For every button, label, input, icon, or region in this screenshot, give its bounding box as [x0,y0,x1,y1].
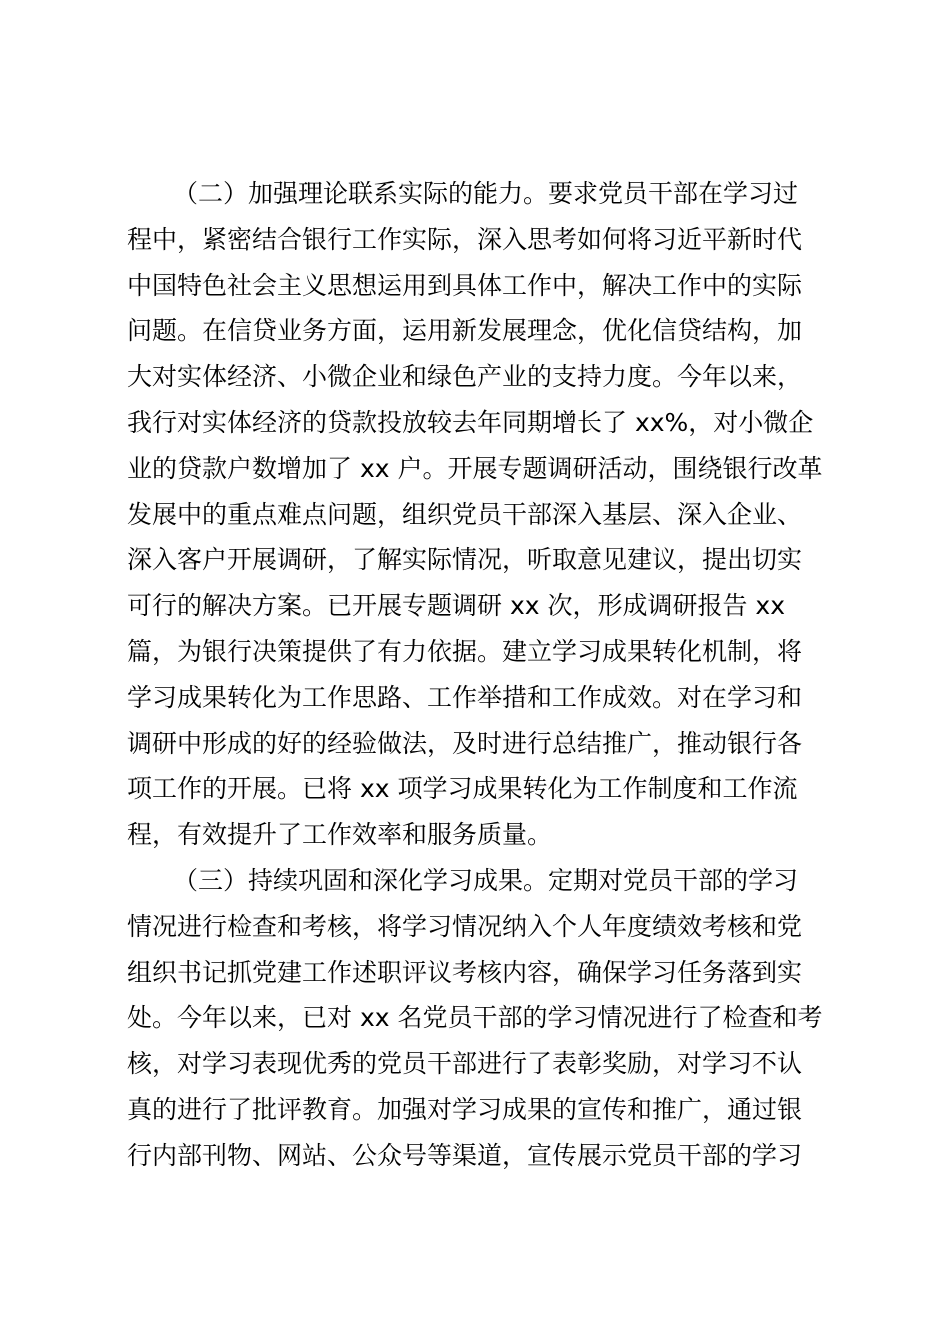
text-line: 情况进行检查和考核，将学习情况纳入个人年度绩效考核和党 [127,911,803,941]
text-line: 篇，为银行决策提供了有力依据。建立学习成果转化机制，将 [127,636,803,666]
text-line: 问题。在信贷业务方面，运用新发展理念，优化信贷结构，加 [127,316,803,346]
text-line: 程，有效提升了工作效率和服务质量。 [127,820,553,850]
text-line: 学习成果转化为工作思路、工作举措和工作成效。对在学习和 [127,682,803,712]
text-line: 可行的解决方案。已开展专题调研 xx 次，形成调研报告 xx [127,591,786,621]
document-body [127,171,827,1179]
text-line: 我行对实体经济的贷款投放较去年同期增长了 xx%，对小微企 [127,407,814,437]
text-line: 组织书记抓党建工作述职评议考核内容，确保学习任务落到实 [127,957,803,987]
text-line: 大对实体经济、小微企业和绿色产业的支持力度。今年以来， [127,362,803,392]
text-line: 业的贷款户数增加了 xx 户。开展专题调研活动，围绕银行改革 [127,453,823,483]
text-line: 程中，紧密结合银行工作实际，深入思考如何将习近平新时代 [127,224,803,254]
text-line: 深入客户开展调研，了解实际情况，听取意见建议，提出切实 [127,545,803,575]
text-line: 真的进行了批评教育。加强对学习成果的宣传和推广，通过银 [127,1094,803,1124]
text-line: 中国特色社会主义思想运用到具体工作中，解决工作中的实际 [127,270,803,300]
text-line: 调研中形成的好的经验做法，及时进行总结推广，推动银行各 [127,728,803,758]
text-line: 发展中的重点难点问题，组织党员干部深入基层、深入企业、 [127,499,803,529]
text-line: 行内部刊物、网站、公众号等渠道，宣传展示党员干部的学习 [127,1140,803,1170]
text-line: 项工作的开展。已将 xx 项学习成果转化为工作制度和工作流 [127,774,798,804]
text-line: 处。今年以来，已对 xx 名党员干部的学习情况进行了检查和考 [127,1003,823,1033]
text-line: （三）持续巩固和深化学习成果。定期对党员干部的学习 [173,865,799,895]
text-line: （二）加强理论联系实际的能力。要求党员干部在学习过 [173,179,799,208]
text-line: 核，对学习表现优秀的党员干部进行了表彰奖励，对学习不认 [127,1049,803,1079]
